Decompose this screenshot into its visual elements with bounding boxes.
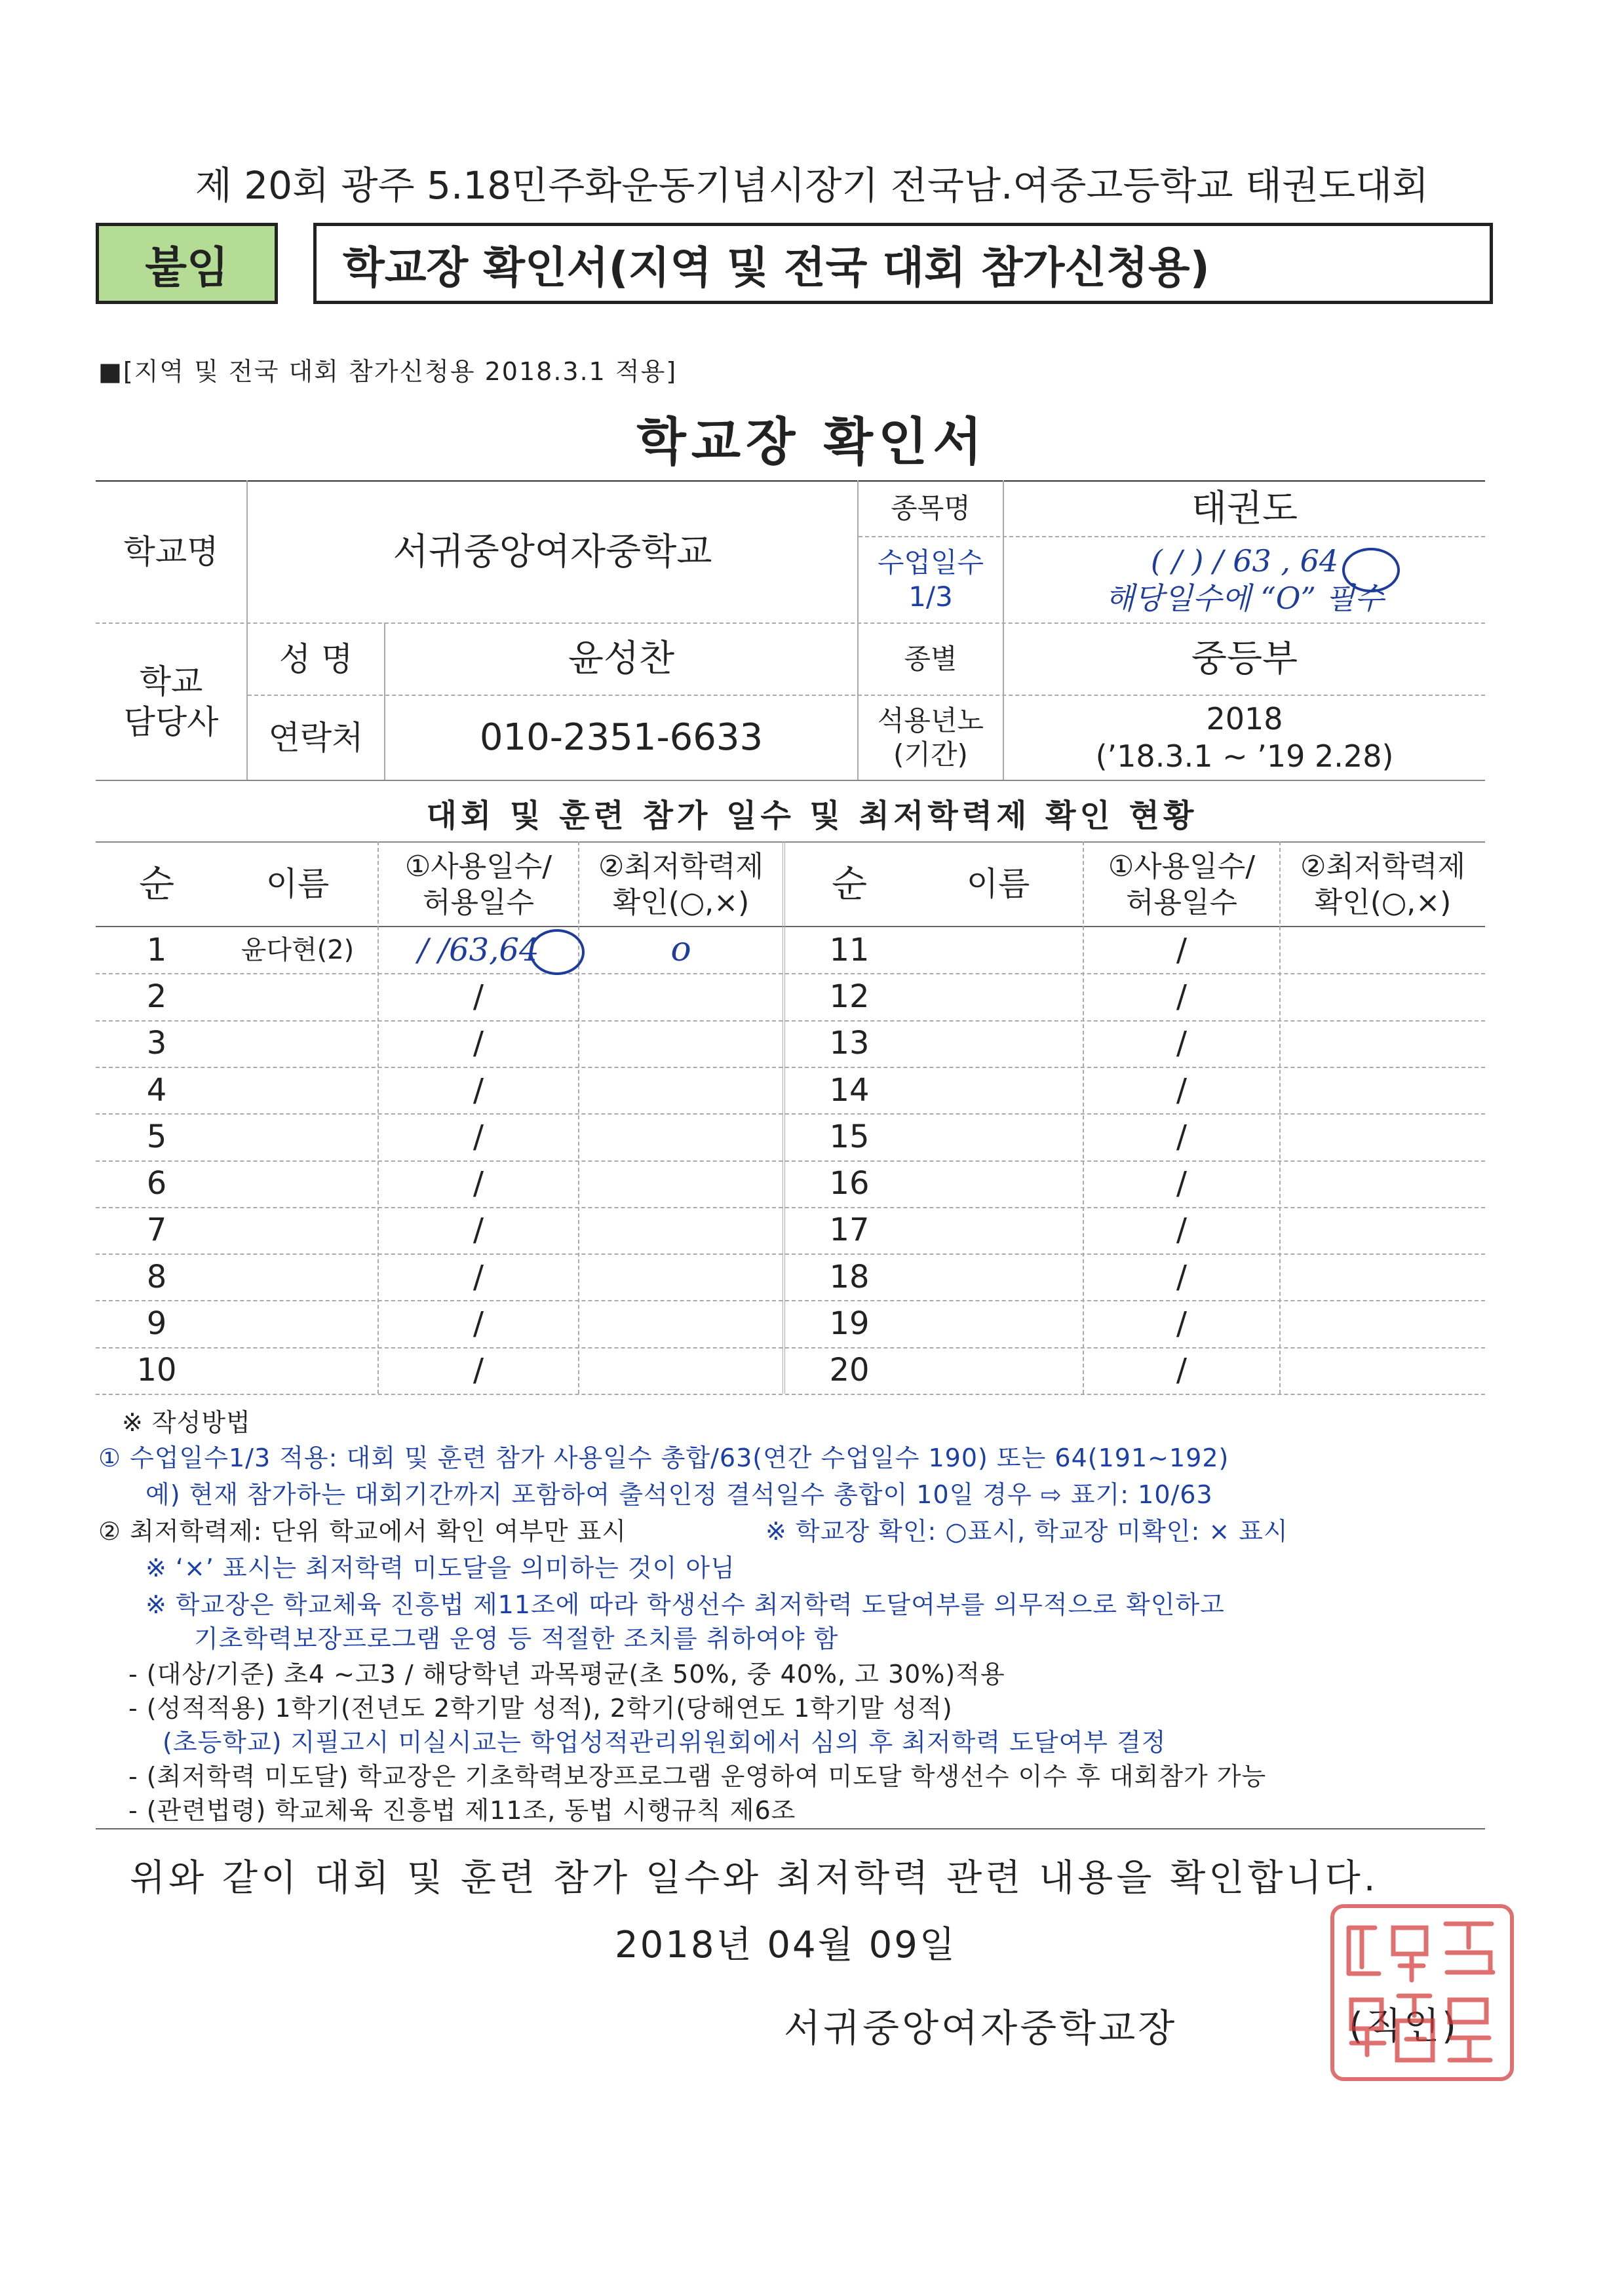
- row-no: 15: [829, 1118, 870, 1155]
- class-days-label-line2: 1/3: [908, 581, 953, 613]
- row-days: /: [1176, 1305, 1188, 1343]
- note-line-5: ※ 학교장은 학교체육 진흥법 제11조에 따라 학생선수 최저학력 도달여부를 의무적으로 확인하고: [145, 1590, 1225, 1619]
- row-days: /: [473, 1258, 484, 1295]
- note-line-1: ① 수업일수1/3 적용: 대회 및 훈련 참가 사용일수 총합/63(연간 수업일수 190) 또는 64(191~192): [98, 1444, 1229, 1472]
- class-days-note: 해당일수에 “O” 필수: [1105, 581, 1384, 616]
- header-check-right-line2: 확인(○,×): [1314, 885, 1452, 919]
- row-days: /: [1176, 978, 1188, 1015]
- row-check: [579, 1300, 783, 1347]
- row-days: /: [1176, 931, 1188, 968]
- row-no: 9: [146, 1305, 167, 1343]
- row-days: /: [1176, 1352, 1188, 1389]
- row-days: /: [473, 1071, 484, 1109]
- row-days: /: [473, 1352, 484, 1389]
- category-label: 종별: [904, 642, 957, 675]
- period-range: (’18.3.1 ~ ’19 2.28): [1095, 738, 1394, 774]
- row-no: 7: [146, 1212, 167, 1249]
- attachment-badge: 붙임: [96, 223, 278, 304]
- row-days: /: [1176, 1025, 1188, 1062]
- header-check-left-line2: 확인(○,×): [612, 885, 750, 919]
- row-no: 1: [146, 931, 167, 968]
- header-days-left: [379, 843, 578, 926]
- header-name-right: 이름: [966, 865, 1030, 904]
- row-days: /: [473, 978, 484, 1015]
- period-value: [1004, 696, 1485, 780]
- row-check: [579, 1113, 783, 1160]
- row-name: [218, 1160, 377, 1207]
- note-line-2: 예) 현재 참가하는 대회기간까지 포함하여 출석인정 결석일수 총합이 10일 경우 ⇨ 표기: 10/63: [145, 1480, 1213, 1509]
- row-name: 윤다현(2): [241, 934, 355, 965]
- seal-pattern-icon: [1334, 1908, 1510, 2077]
- name-value: 윤성찬: [568, 638, 675, 680]
- row-name: [218, 973, 377, 1020]
- row-no: 2: [146, 978, 167, 1015]
- note-line-10: - (최저학력 미도달) 학교장은 기초학력보장프로그램 운영하여 미도달 학생선수 이수 후 대회참가 가능: [128, 1762, 1267, 1791]
- school-label: 학교명: [123, 533, 219, 571]
- row-no: 13: [829, 1025, 870, 1062]
- row-days: /: [1176, 1118, 1188, 1155]
- section-title: 대회 및 훈련 참가 일수 및 최저학력제 확인 현황: [426, 797, 1198, 834]
- header-days-left-line1: ①사용일수/: [404, 849, 552, 883]
- manager-label: [96, 624, 246, 780]
- row-name: [218, 1067, 377, 1113]
- note-line-11: - (관련법령) 학교체육 진흥법 제11조, 동법 시행규칙 제6조: [128, 1796, 796, 1825]
- note-line-4: ※ ‘×’ 표시는 최저학력 미도달을 의미하는 것이 아님: [145, 1554, 735, 1582]
- handwritten-circle-row1: [530, 929, 585, 975]
- row-no: 12: [829, 978, 870, 1015]
- document-heading: 학교장 확인서(지역 및 전국 대회 참가신청용): [313, 223, 1493, 304]
- row-no: 4: [146, 1071, 167, 1109]
- name-label: 성 명: [279, 640, 353, 678]
- manager-label-line1: 학교: [139, 662, 203, 700]
- header-days-right-line1: ①사용일수/: [1108, 849, 1256, 883]
- confirm-statement: 위와 같이 대회 및 훈련 참가 일수와 최저학력 관련 내용을 확인합니다.: [130, 1857, 1379, 1900]
- row-no: 6: [146, 1165, 167, 1202]
- row-name: [218, 1207, 377, 1253]
- contact-label: 연락처: [268, 718, 364, 757]
- row-days: /: [1176, 1212, 1188, 1249]
- header-days-right-line2: 허용일수: [1125, 885, 1237, 919]
- note-line-8: - (성적적용) 1학기(전년도 2학기말 성적), 2학기(당해연도 1학기말 성적): [128, 1694, 953, 1723]
- sport-label: 종목명: [891, 492, 971, 525]
- seal-label: (직인): [1349, 2005, 1459, 2048]
- note-line-9: (초등학교) 지필고시 미실시교는 학업성적관리위원회에서 심의 후 최저학력 도달여부 결정: [163, 1728, 1167, 1757]
- row-days: / /63,64: [417, 931, 539, 968]
- row-check: [579, 973, 783, 1020]
- row-days: /: [473, 1025, 484, 1062]
- note-line-3a: ② 최저학력제: 단위 학교에서 확인 여부만 표시: [98, 1517, 627, 1546]
- notes-heading: ※ 작성방법: [122, 1408, 251, 1437]
- row-name: [218, 1113, 377, 1160]
- header-days-left-line2: 허용일수: [422, 885, 534, 919]
- header-days-right: [1084, 843, 1279, 926]
- period-year: 2018: [1206, 700, 1283, 737]
- row-check: o: [670, 930, 691, 970]
- issue-date: 2018년 04월 09일: [615, 1924, 957, 1966]
- row-check: [579, 1020, 783, 1067]
- row-name: [218, 1300, 377, 1347]
- handwritten-circle-64: [1342, 548, 1400, 592]
- note-line-7: - (대상/기준) 초4 ~고3 / 해당학년 과목평균(초 50%, 중 40%, 고 30%)적용: [128, 1660, 1005, 1689]
- row-no: 20: [829, 1352, 870, 1389]
- row-no: 19: [829, 1305, 870, 1343]
- row-days: /: [473, 1118, 484, 1155]
- header-check-left: [579, 843, 783, 926]
- header-check-right: [1281, 843, 1485, 926]
- subnote: ■[지역 및 전국 대회 참가신청용 2018.3.1 적용]: [98, 357, 678, 386]
- row-name: [218, 1020, 377, 1067]
- header-check-left-line1: ②최저학력제: [598, 849, 764, 883]
- row-days: /: [473, 1305, 484, 1343]
- sport-value: 태권도: [1191, 487, 1298, 530]
- row-days: /: [473, 1212, 484, 1249]
- row-no: 11: [829, 931, 870, 968]
- note-line-6: 기초학력보장프로그램 운영 등 적절한 조치를 취하여야 함: [194, 1624, 839, 1653]
- row-no: 17: [829, 1212, 870, 1249]
- row-days: /: [1176, 1258, 1188, 1295]
- header-no-left: 순: [138, 862, 175, 906]
- category-value: 중등부: [1191, 638, 1298, 680]
- row-no: 16: [829, 1165, 870, 1202]
- class-days-fraction: ( / ) / 63 , 64: [1150, 543, 1339, 579]
- principal-name: 서귀중앙여자중학교장: [784, 2006, 1178, 2050]
- period-label-line1: 석용년노: [877, 704, 984, 737]
- row-name: [218, 1253, 377, 1300]
- row-check: [579, 1160, 783, 1207]
- row-no: 3: [146, 1025, 167, 1062]
- manager-label-line2: 담당사: [123, 703, 219, 741]
- row-days: /: [1176, 1071, 1188, 1109]
- row-check: [579, 1207, 783, 1253]
- school-name: 서귀중앙여자중학교: [393, 530, 712, 573]
- row-no: 8: [146, 1258, 167, 1295]
- contact-value: 010-2351-6633: [479, 716, 764, 759]
- header-name-left: 이름: [265, 865, 330, 904]
- class-days-label: [859, 537, 1003, 622]
- row-check: [579, 1067, 783, 1113]
- main-title: 학교장 확인서: [636, 413, 988, 472]
- header-no-right: 순: [831, 862, 868, 906]
- row-no: 10: [136, 1352, 177, 1389]
- row-days: /: [473, 1165, 484, 1202]
- period-label-line2: (기간): [893, 738, 968, 771]
- event-title: 제 20회 광주 5.18민주화운동기념시장기 전국남.여중고등학교 태권도대회: [195, 163, 1429, 208]
- row-check: [579, 1347, 783, 1394]
- row-check: [579, 1253, 783, 1300]
- period-label: [859, 696, 1003, 780]
- class-days-label-line1: 수업일수: [877, 546, 984, 579]
- official-seal: [1330, 1904, 1514, 2081]
- row-no: 5: [146, 1118, 167, 1155]
- class-days-value: [1004, 537, 1485, 622]
- row-days: /: [1176, 1165, 1188, 1202]
- header-check-right-line1: ②최저학력제: [1300, 849, 1465, 883]
- row-name: [218, 1347, 377, 1394]
- note-line-3b: ※ 학교장 확인: ○표시, 학교장 미확인: × 표시: [765, 1517, 1288, 1546]
- row-no: 14: [829, 1071, 870, 1109]
- row-no: 18: [829, 1258, 870, 1295]
